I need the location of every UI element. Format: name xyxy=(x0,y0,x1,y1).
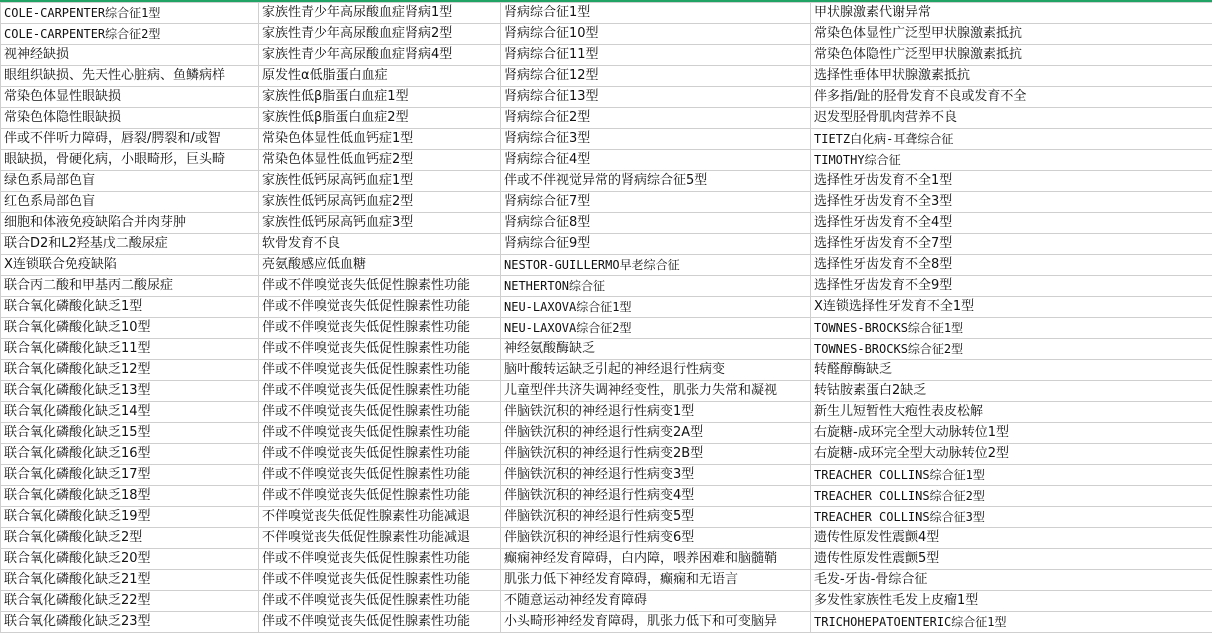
cell-col-1[interactable]: 联合氧化磷酸化缺乏11型 xyxy=(1,339,259,360)
cell-col-4[interactable]: 转醛醇酶缺乏 xyxy=(811,360,1212,381)
cell-col-3[interactable]: NESTOR-GUILLERMO早老综合征 xyxy=(501,255,811,276)
cell-col-1[interactable]: 联合氧化磷酸化缺乏17型 xyxy=(1,465,259,486)
cell-col-3[interactable]: 肾病综合征11型 xyxy=(501,45,811,66)
cell-col-1[interactable]: 眼缺损，骨硬化病，小眼畸形，巨头畸 xyxy=(1,150,259,171)
table-row xyxy=(1,360,1212,381)
cell-col-1[interactable]: 联合氧化磷酸化缺乏14型 xyxy=(1,402,259,423)
cell-col-2[interactable]: 伴或不伴嗅觉丧失低促性腺素性功能 xyxy=(259,402,501,423)
cell-col-2[interactable]: 家族性低钙尿高钙血症1型 xyxy=(259,171,501,192)
cell-col-1[interactable]: 联合氧化磷酸化缺乏2型 xyxy=(1,528,259,549)
cell-col-3[interactable]: 肾病综合征9型 xyxy=(501,234,811,255)
cell-col-2[interactable]: 家族性低钙尿高钙血症3型 xyxy=(259,213,501,234)
cell-col-4[interactable]: 遗传性原发性震颤4型 xyxy=(811,528,1212,549)
table-row xyxy=(1,507,1212,528)
cell-col-4[interactable]: 选择性垂体甲状腺激素抵抗 xyxy=(811,66,1212,87)
cell-col-3[interactable]: 肾病综合征4型 xyxy=(501,150,811,171)
cell-col-4[interactable]: 选择性牙齿发育不全7型 xyxy=(811,234,1212,255)
cell-col-2[interactable]: 伴或不伴嗅觉丧失低促性腺素性功能 xyxy=(259,318,501,339)
table-row xyxy=(1,276,1212,297)
cell-col-2[interactable]: 伴或不伴嗅觉丧失低促性腺素性功能 xyxy=(259,465,501,486)
cell-col-1[interactable]: 视神经缺损 xyxy=(1,45,259,66)
table-row xyxy=(1,381,1212,402)
cell-col-3[interactable]: 脑叶酸转运缺乏引起的神经退行性病变 xyxy=(501,360,811,381)
cell-col-1[interactable]: 联合氧化磷酸化缺乏16型 xyxy=(1,444,259,465)
cell-col-1[interactable]: 联合丙二酸和甲基丙二酸尿症 xyxy=(1,276,259,297)
cell-col-2[interactable]: 伴或不伴嗅觉丧失低促性腺素性功能 xyxy=(259,360,501,381)
cell-col-2[interactable]: 家族性低β脂蛋白血症1型 xyxy=(259,87,501,108)
table-row xyxy=(1,3,1212,24)
cell-col-4[interactable]: TIETZ白化病-耳聋综合征 xyxy=(811,129,1212,150)
cell-col-2[interactable]: 伴或不伴嗅觉丧失低促性腺素性功能 xyxy=(259,549,501,570)
cell-col-3[interactable]: 伴脑铁沉积的神经退行性病变5型 xyxy=(501,507,811,528)
table-row xyxy=(1,528,1212,549)
table-row xyxy=(1,171,1212,192)
cell-col-1[interactable]: COLE-CARPENTER综合征1型 xyxy=(1,3,259,24)
cell-col-4[interactable]: 右旋糖-成环完全型大动脉转位1型 xyxy=(811,423,1212,444)
cell-col-3[interactable]: 伴脑铁沉积的神经退行性病变4型 xyxy=(501,486,811,507)
cell-col-4[interactable]: 选择性牙齿发育不全1型 xyxy=(811,171,1212,192)
cell-col-1[interactable]: 联合氧化磷酸化缺乏1型 xyxy=(1,297,259,318)
cell-col-3[interactable]: 伴或不伴视觉异常的肾病综合征5型 xyxy=(501,171,811,192)
cell-col-4[interactable]: 伴多指/趾的胫骨发育不良或发育不全 xyxy=(811,87,1212,108)
cell-col-4[interactable]: TIMOTHY综合征 xyxy=(811,150,1212,171)
cell-col-2[interactable]: 伴或不伴嗅觉丧失低促性腺素性功能 xyxy=(259,339,501,360)
cell-col-2[interactable]: 家族性青少年高尿酸血症肾病1型 xyxy=(259,3,501,24)
cell-col-4[interactable]: 转钴胺素蛋白2缺乏 xyxy=(811,381,1212,402)
table-row xyxy=(1,234,1212,255)
cell-col-1[interactable]: 联合氧化磷酸化缺乏22型 xyxy=(1,591,259,612)
cell-col-1[interactable]: 联合氧化磷酸化缺乏19型 xyxy=(1,507,259,528)
cell-col-4[interactable]: 选择性牙齿发育不全4型 xyxy=(811,213,1212,234)
cell-col-3[interactable]: 肾病综合征2型 xyxy=(501,108,811,129)
table-row xyxy=(1,108,1212,129)
cell-col-3[interactable]: 肾病综合征12型 xyxy=(501,66,811,87)
table-row xyxy=(1,66,1212,87)
cell-col-1[interactable]: 常染色体显性眼缺损 xyxy=(1,87,259,108)
cell-col-2[interactable]: 伴或不伴嗅觉丧失低促性腺素性功能 xyxy=(259,381,501,402)
cell-col-1[interactable]: 常染色体隐性眼缺损 xyxy=(1,108,259,129)
cell-col-3[interactable]: 神经氨酸酶缺乏 xyxy=(501,339,811,360)
cell-col-1[interactable]: 联合氧化磷酸化缺乏21型 xyxy=(1,570,259,591)
cell-col-4[interactable]: 常染色体显性广泛型甲状腺激素抵抗 xyxy=(811,24,1212,45)
cell-col-4[interactable]: 迟发型胫骨肌肉营养不良 xyxy=(811,108,1212,129)
cell-col-1[interactable]: 联合氧化磷酸化缺乏13型 xyxy=(1,381,259,402)
cell-col-2[interactable]: 伴或不伴嗅觉丧失低促性腺素性功能 xyxy=(259,444,501,465)
cell-col-3[interactable]: 肌张力低下神经发育障碍，癫痫和无语言 xyxy=(501,570,811,591)
cell-col-3[interactable]: 伴脑铁沉积的神经退行性病变6型 xyxy=(501,528,811,549)
cell-col-4[interactable]: TREACHER COLLINS综合征1型 xyxy=(811,465,1212,486)
cell-col-3[interactable]: 肾病综合征13型 xyxy=(501,87,811,108)
cell-col-4[interactable]: 毛发-牙齿-骨综合征 xyxy=(811,570,1212,591)
table-row xyxy=(1,570,1212,591)
cell-col-1[interactable]: 伴或不伴听力障碍，唇裂/腭裂和/或智 xyxy=(1,129,259,150)
cell-col-4[interactable]: 选择性牙齿发育不全3型 xyxy=(811,192,1212,213)
table-row xyxy=(1,465,1212,486)
cell-col-1[interactable]: 红色系局部色盲 xyxy=(1,192,259,213)
cell-col-3[interactable]: 癫痫神经发育障碍，白内障，喂养困难和脑髓鞘 xyxy=(501,549,811,570)
table-row xyxy=(1,213,1212,234)
cell-col-4[interactable]: TOWNES-BROCKS综合征2型 xyxy=(811,339,1212,360)
table-row xyxy=(1,318,1212,339)
cell-col-3[interactable]: 肾病综合征10型 xyxy=(501,24,811,45)
cell-col-2[interactable]: 原发性α低脂蛋白血症 xyxy=(259,66,501,87)
cell-col-4[interactable]: TOWNES-BROCKS综合征1型 xyxy=(811,318,1212,339)
cell-col-2[interactable]: 不伴嗅觉丧失低促性腺素性功能减退 xyxy=(259,507,501,528)
cell-col-3[interactable]: 伴脑铁沉积的神经退行性病变3型 xyxy=(501,465,811,486)
table-row xyxy=(1,297,1212,318)
table-row xyxy=(1,339,1212,360)
cell-col-2[interactable]: 常染色体显性低血钙症2型 xyxy=(259,150,501,171)
cell-col-1[interactable]: 联合氧化磷酸化缺乏23型 xyxy=(1,612,259,633)
table-row xyxy=(1,87,1212,108)
cell-col-2[interactable]: 家族性低β脂蛋白血症2型 xyxy=(259,108,501,129)
cell-col-2[interactable]: 家族性青少年高尿酸血症肾病2型 xyxy=(259,24,501,45)
table-row xyxy=(1,255,1212,276)
cell-col-4[interactable]: TREACHER COLLINS综合征3型 xyxy=(811,507,1212,528)
table-row xyxy=(1,423,1212,444)
cell-col-3[interactable]: 肾病综合征3型 xyxy=(501,129,811,150)
cell-col-4[interactable]: 遗传性原发性震颤5型 xyxy=(811,549,1212,570)
cell-col-3[interactable]: NEU-LAXOVA综合征2型 xyxy=(501,318,811,339)
cell-col-3[interactable]: 小头畸形神经发育障碍，肌张力低下和可变脑异 xyxy=(501,612,811,633)
cell-col-2[interactable]: 家族性青少年高尿酸血症肾病4型 xyxy=(259,45,501,66)
cell-col-1[interactable]: COLE-CARPENTER综合征2型 xyxy=(1,24,259,45)
cell-col-3[interactable]: 肾病综合征7型 xyxy=(501,192,811,213)
cell-col-2[interactable]: 不伴嗅觉丧失低促性腺素性功能减退 xyxy=(259,528,501,549)
cell-col-4[interactable]: TREACHER COLLINS综合征2型 xyxy=(811,486,1212,507)
cell-col-4[interactable]: 新生儿短暂性大疱性表皮松解 xyxy=(811,402,1212,423)
cell-col-4[interactable]: TRICHOHEPATOENTERIC综合征1型 xyxy=(811,612,1212,633)
table-row xyxy=(1,549,1212,570)
cell-col-3[interactable]: 不随意运动神经发育障碍 xyxy=(501,591,811,612)
cell-col-4[interactable]: 选择性牙齿发育不全8型 xyxy=(811,255,1212,276)
cell-col-2[interactable]: 伴或不伴嗅觉丧失低促性腺素性功能 xyxy=(259,591,501,612)
cell-col-2[interactable]: 亮氨酸感应低血糖 xyxy=(259,255,501,276)
cell-col-1[interactable]: 联合氧化磷酸化缺乏18型 xyxy=(1,486,259,507)
table-row xyxy=(1,591,1212,612)
cell-col-1[interactable]: 联合氧化磷酸化缺乏12型 xyxy=(1,360,259,381)
cell-col-1[interactable]: X连锁联合免疫缺陷 xyxy=(1,255,259,276)
cell-col-3[interactable]: NEU-LAXOVA综合征1型 xyxy=(501,297,811,318)
cell-col-1[interactable]: 眼组织缺损、先天性心脏病、鱼鳞病样 xyxy=(1,66,259,87)
table-row xyxy=(1,402,1212,423)
cell-col-4[interactable]: 选择性牙齿发育不全9型 xyxy=(811,276,1212,297)
table-row xyxy=(1,129,1212,150)
cell-col-2[interactable]: 伴或不伴嗅觉丧失低促性腺素性功能 xyxy=(259,297,501,318)
cell-col-1[interactable]: 联合D2和L2羟基戊二酸尿症 xyxy=(1,234,259,255)
table-row xyxy=(1,45,1212,66)
table-row xyxy=(1,192,1212,213)
cell-col-2[interactable]: 伴或不伴嗅觉丧失低促性腺素性功能 xyxy=(259,570,501,591)
table-row xyxy=(1,24,1212,45)
cell-col-2[interactable]: 常染色体显性低血钙症1型 xyxy=(259,129,501,150)
spreadsheet-grid xyxy=(0,2,1212,633)
cell-col-3[interactable]: 肾病综合征8型 xyxy=(501,213,811,234)
cell-col-1[interactable]: 联合氧化磷酸化缺乏15型 xyxy=(1,423,259,444)
cell-col-2[interactable]: 伴或不伴嗅觉丧失低促性腺素性功能 xyxy=(259,612,501,633)
cell-col-4[interactable]: 多发性家族性毛发上皮瘤1型 xyxy=(811,591,1212,612)
table-row xyxy=(1,150,1212,171)
table-row xyxy=(1,444,1212,465)
cell-col-1[interactable]: 细胞和体液免疫缺陷合并肉芽肿 xyxy=(1,213,259,234)
cell-col-3[interactable]: 儿童型伴共济失调神经变性，肌张力失常和凝视 xyxy=(501,381,811,402)
cell-col-1[interactable]: 联合氧化磷酸化缺乏20型 xyxy=(1,549,259,570)
cell-col-4[interactable]: 右旋糖-成环完全型大动脉转位2型 xyxy=(811,444,1212,465)
cell-col-1[interactable]: 绿色系局部色盲 xyxy=(1,171,259,192)
cell-col-3[interactable]: NETHERTON综合征 xyxy=(501,276,811,297)
cell-col-1[interactable]: 联合氧化磷酸化缺乏10型 xyxy=(1,318,259,339)
grid-body xyxy=(1,3,1212,633)
cell-col-2[interactable]: 伴或不伴嗅觉丧失低促性腺素性功能 xyxy=(259,276,501,297)
cell-col-4[interactable]: 甲状腺激素代谢异常 xyxy=(811,3,1212,24)
table-row xyxy=(1,486,1212,507)
cell-col-2[interactable]: 伴或不伴嗅觉丧失低促性腺素性功能 xyxy=(259,486,501,507)
cell-col-2[interactable]: 伴或不伴嗅觉丧失低促性腺素性功能 xyxy=(259,423,501,444)
cell-col-2[interactable]: 软骨发育不良 xyxy=(259,234,501,255)
cell-col-4[interactable]: X连锁选择性牙发育不全1型 xyxy=(811,297,1212,318)
cell-col-2[interactable]: 家族性低钙尿高钙血症2型 xyxy=(259,192,501,213)
cell-col-3[interactable]: 伴脑铁沉积的神经退行性病变2B型 xyxy=(501,444,811,465)
cell-col-3[interactable]: 伴脑铁沉积的神经退行性病变1型 xyxy=(501,402,811,423)
cell-col-3[interactable]: 伴脑铁沉积的神经退行性病变2A型 xyxy=(501,423,811,444)
cell-col-3[interactable]: 肾病综合征1型 xyxy=(501,3,811,24)
cell-col-4[interactable]: 常染色体隐性广泛型甲状腺激素抵抗 xyxy=(811,45,1212,66)
table-row xyxy=(1,612,1212,633)
